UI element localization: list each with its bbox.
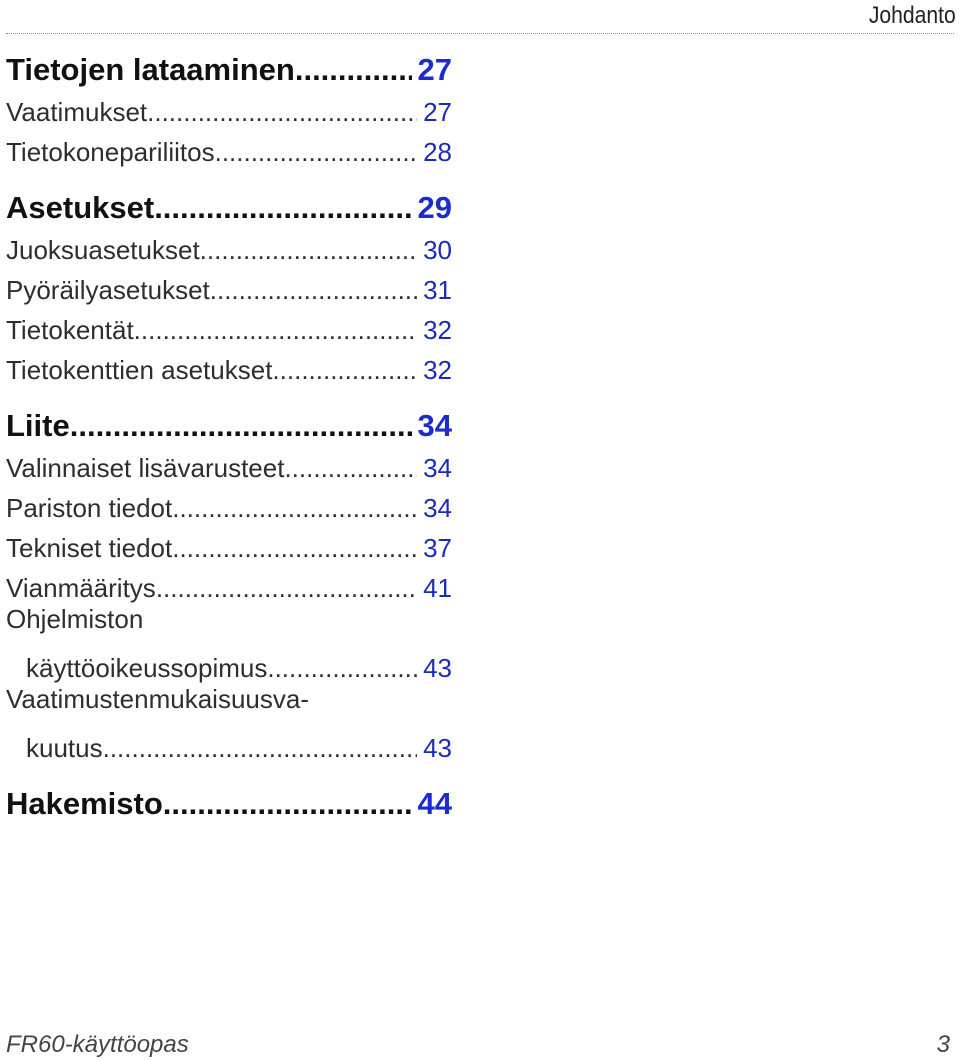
toc-page-number: 44: [417, 786, 452, 821]
toc-entry-title: Tietokenttien asetukset: [6, 355, 273, 385]
toc-page-number: 27: [417, 52, 452, 87]
toc-page-number: 29: [417, 190, 452, 225]
toc-entry-title: Valinnaiset lisävarusteet: [6, 453, 285, 483]
dot-leader: [163, 786, 412, 822]
toc-page-number: 41: [423, 573, 452, 603]
toc-page-number: 31: [423, 275, 452, 305]
toc-page-number: 32: [423, 355, 452, 385]
toc-entry[interactable]: [6, 724, 452, 764]
toc-entry[interactable]: [6, 524, 452, 564]
toc-entry-title: Tietokentät: [6, 315, 134, 345]
toc-entry-title: Vianmääritys: [6, 573, 156, 603]
toc-entry-title: Tietojen lataaminen: [6, 52, 295, 87]
toc-entry[interactable]: [6, 644, 452, 684]
dot-leader: [272, 355, 417, 386]
toc-page-number: 34: [423, 493, 452, 523]
toc-entry[interactable]: [6, 88, 452, 128]
toc-entry-title: Vaatimukset: [6, 97, 148, 127]
header-divider: [6, 33, 954, 34]
section-gap: [6, 386, 452, 400]
toc-entry-title: kuutus: [26, 733, 103, 763]
toc-page-number: 32: [423, 315, 452, 345]
toc-entry-title: Tekniset tiedot: [6, 533, 173, 563]
section-gap: [6, 168, 452, 182]
toc-entry[interactable]: [6, 128, 452, 168]
dot-leader: [70, 408, 412, 444]
toc-entry[interactable]: [6, 564, 452, 604]
toc-section[interactable]: [6, 778, 452, 822]
dot-leader: [267, 653, 417, 684]
manual-title: FR60-käyttöopas: [6, 1031, 189, 1058]
toc-entry-title: Liite: [6, 408, 70, 443]
toc-entry-title: Juoksuasetukset: [6, 235, 200, 265]
toc-entry-title: Tietokonepariliitos: [6, 137, 215, 167]
dot-leader: [172, 533, 417, 564]
dot-leader: [200, 235, 417, 266]
toc-page-number: 34: [417, 408, 452, 443]
dot-leader: [156, 573, 417, 604]
toc-entry-title: Pyöräilyasetukset: [6, 275, 210, 305]
section-gap: [6, 764, 452, 778]
toc-section[interactable]: [6, 182, 452, 226]
toc-entry[interactable]: [6, 346, 452, 386]
toc-section[interactable]: [6, 44, 452, 88]
toc-entry[interactable]: [6, 306, 452, 346]
dot-leader: [147, 97, 417, 128]
dot-leader: [134, 315, 417, 346]
toc-page-number: 30: [423, 235, 452, 265]
toc-entry-title: Asetukset: [6, 190, 155, 225]
dot-leader: [103, 733, 417, 764]
toc-page-number: 28: [423, 137, 452, 167]
toc-page-number: 27: [423, 97, 452, 127]
toc-entry-title: käyttöoikeussopimus: [26, 653, 268, 683]
dot-leader: [215, 137, 417, 168]
toc-entry[interactable]: [6, 484, 452, 524]
toc-page-number: 37: [423, 533, 452, 563]
table-of-contents: [6, 44, 452, 822]
toc-page-number: 43: [423, 653, 452, 683]
toc-entry[interactable]: [6, 266, 452, 306]
toc-entry-line[interactable]: Vaatimustenmukaisuusva-: [6, 684, 309, 714]
page-number: 3: [936, 1031, 950, 1058]
dot-leader: [172, 493, 417, 524]
dot-leader: [295, 52, 412, 88]
toc-entry-line[interactable]: Ohjelmiston: [6, 604, 144, 634]
dot-leader: [210, 275, 417, 306]
toc-entry[interactable]: [6, 444, 452, 484]
toc-entry-title: Hakemisto: [6, 786, 163, 821]
toc-page-number: 34: [423, 453, 452, 483]
toc-section[interactable]: [6, 400, 452, 444]
dot-leader: [154, 190, 411, 226]
toc-entry-title: Pariston tiedot: [6, 493, 173, 523]
toc-page-number: 43: [423, 733, 452, 763]
dot-leader: [284, 453, 417, 484]
section-header: Johdanto: [869, 2, 956, 29]
toc-entry[interactable]: [6, 226, 452, 266]
